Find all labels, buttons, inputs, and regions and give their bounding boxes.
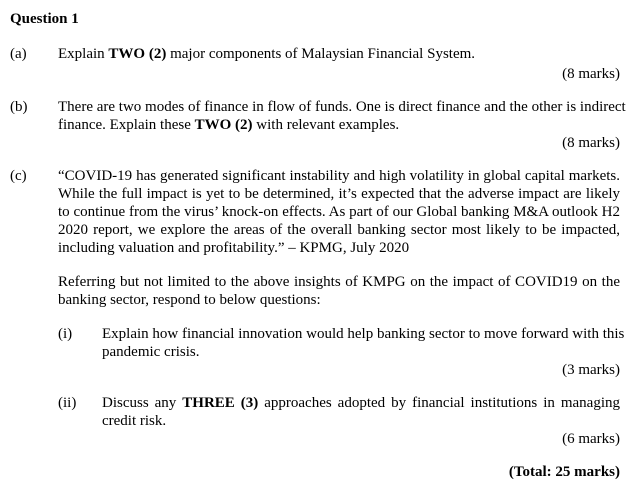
part-a-marks: (8 marks): [562, 66, 620, 82]
part-c-label: (c): [10, 168, 27, 184]
part-c-ii-marks: (6 marks): [562, 431, 620, 447]
part-b-line-2: finance. Explain these TWO (2) with relevant examples.: [58, 117, 400, 133]
part-c-i-marks: (3 marks): [562, 362, 620, 378]
part-c-quote-line-4: 2020 report, we explore the areas of the overall banking sector most likely to be impacted,: [58, 222, 620, 238]
part-c-i-line-2: pandemic crisis.: [102, 344, 200, 360]
part-b-marks: (8 marks): [562, 135, 620, 151]
part-c-i-label: (i): [58, 326, 73, 342]
part-c-ii-line-1: Discuss any THREE (3) approaches adopted by financial institutions in managing: [102, 395, 620, 411]
part-c-quote-line-3: to continue from the virus’ knock-on effects. As part of our Global banking M&A outlook H2: [58, 204, 620, 220]
part-c-quote-line-2: While the full impact is yet to be determined, it’s expected that the adverse impact are likely: [58, 186, 620, 202]
part-c-i-line-1: Explain how financial innovation would help banking sector to move forward with this: [102, 326, 625, 342]
total-marks: (Total: 25 marks): [508, 464, 620, 480]
part-c-intro-line-1: Referring but not limited to the above insights of KMPG on the impact of COVID19 on the: [58, 274, 620, 290]
part-a-label: (a): [10, 46, 27, 62]
part-c-ii-label: (ii): [58, 395, 77, 411]
part-c-intro-line-2: banking sector, respond to below questions:: [58, 292, 321, 308]
question-title: Question 1: [10, 11, 79, 27]
part-c-quote-line-5: including valuation and profitability.” – KPMG, July 2020: [58, 240, 410, 256]
part-c-quote-line-1: “COVID-19 has generated significant instability and high volatility in global capital markets.: [58, 168, 620, 184]
part-c-ii-line-2: credit risk.: [102, 413, 167, 429]
part-b-label: (b): [10, 99, 28, 115]
part-a-text: Explain TWO (2) major components of Malaysian Financial System.: [58, 46, 476, 62]
part-b-line-1: There are two modes of finance in flow of funds. One is direct finance and the other is indirect: [58, 99, 626, 115]
